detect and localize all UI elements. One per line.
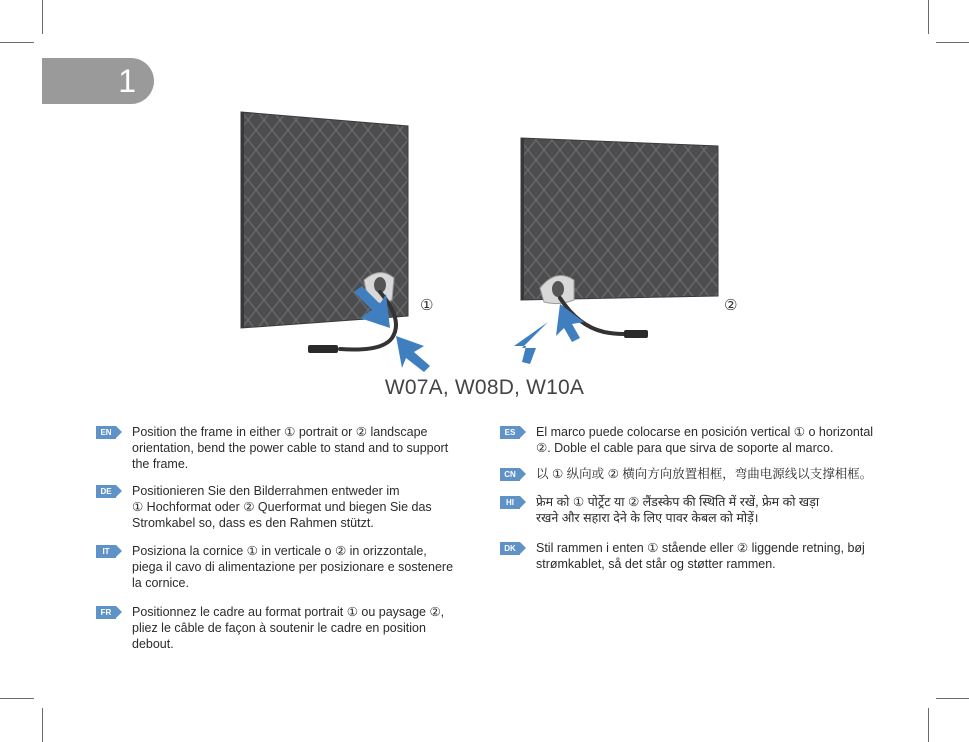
lang-badge-en: EN [96,426,116,439]
arrow-icon [396,336,430,372]
lang-badge-cn: CN [500,468,520,481]
landscape-frame [514,138,718,364]
instruction-it [96,543,491,591]
instruction-text: Positionieren Sie den Bilderrahmen entweder im ① Hochformat oder ② Querformat und biegen Sie das Stromkabel so, dass es den Rahmen stützt. [132,484,432,530]
lang-badge-dk: DK [500,542,520,555]
instruction-text: 以 ① 纵向或 ② 横向方向放置相框，弯曲电源线以支撑相框。 [536,467,873,481]
instruction-text: Position the frame in either ① portrait or ② landscape orientation, bend the power cable to stand and to support the frame. [132,425,449,471]
instruction-text: Posiziona la cornice ① in verticale o ② in orizzontale, piega il cavo di alimentazione per posizionare e sostenere la cornice. [132,544,454,590]
marker-landscape: ② [724,296,738,314]
arrow-icon [514,322,548,364]
marker-portrait: ① [420,296,434,314]
instruction-text: Positionnez le cadre au format portrait ① ou paysage ②, pliez le câble de façon à soutenir le cadre en position debout. [132,605,445,651]
portrait-frame [241,112,430,372]
instruction-de [96,483,491,531]
instructions-right-column [500,424,900,572]
instruction-text: Stil rammen i enten ① stående eller ② liggende retning, bøj strømkablet, så det står og støtter rammen. [536,541,865,571]
lang-badge-es: ES [500,426,520,439]
instruction-en [96,424,491,472]
instruction-dk [500,540,900,572]
step-number: 1 [118,63,136,99]
instruction-cn [500,466,900,482]
lang-badge-de: DE [96,485,116,498]
cable-plug [624,330,648,338]
instruction-hi [500,494,900,526]
lang-badge-it: IT [96,545,116,558]
instruction-text: फ्रेम को ① पोर्ट्रेट या ② लैंडस्केप की स्थिति में रखें, फ्रेम को खड़ा रखने और सहारा देने के लिए पावर केबल को मोड़ें। [536,495,820,525]
lang-badge-fr: FR [96,606,116,619]
instruction-text: El marco puede colocarse en posición vertical ① o horizontal ②. Doble el cable para que sirva de soporte al marco. [536,425,874,455]
lang-badge-hi: HI [500,496,520,509]
instruction-es [500,424,900,456]
instruction-fr [96,604,491,652]
model-title: W07A, W08D, W10A [384,376,585,399]
instructions-left-column [96,424,491,652]
cable-plug [308,345,338,353]
